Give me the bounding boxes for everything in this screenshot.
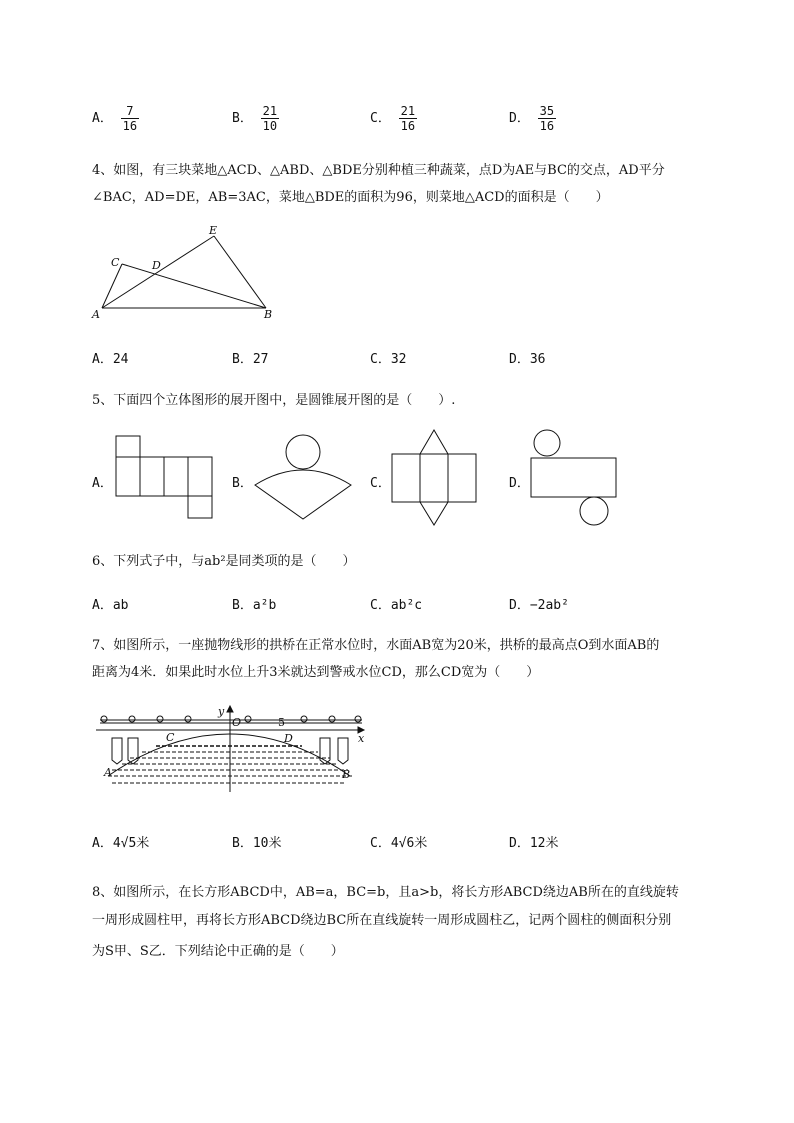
- q5-option-b[interactable]: B．: [232, 476, 253, 491]
- label-d: D: [152, 259, 161, 272]
- fraction: $\frac{35}{16}$: [539, 104, 555, 133]
- q3-option-d[interactable]: [509, 104, 556, 133]
- q4-option-d[interactable]: D．36: [509, 352, 546, 367]
- label-o: O: [232, 716, 242, 729]
- option-letter: D．: [509, 111, 530, 126]
- q4-text-line2: ∠BAC，AD=DE，AB=3AC，菜地△BDE的面积为96，则菜地△ACD的面积是（ ）: [92, 190, 609, 205]
- q4-triangle-figure: [90, 222, 280, 322]
- label-a: A: [92, 308, 100, 321]
- segment-cb: [122, 264, 266, 308]
- q8-text-line2: 一周形成圆柱甲，再将长方形ABCD绕边BC所在直线旋转一周形成圆柱乙，记两个圆柱的侧面积分别: [92, 913, 672, 928]
- label-y: y: [218, 705, 225, 718]
- q5-option-c[interactable]: C．: [370, 476, 391, 491]
- q7-option-b[interactable]: B．10米: [232, 836, 282, 851]
- q3-option-b[interactable]: [232, 104, 279, 133]
- q8-text-line3: 为S甲、S乙．下列结论中正确的是（ ）: [92, 944, 344, 959]
- fraction: $\frac{7}{16}$: [122, 104, 138, 133]
- q7-option-d[interactable]: D．12米: [509, 836, 559, 851]
- option-letter: B．: [232, 111, 253, 126]
- q4-option-b[interactable]: B．27: [232, 352, 269, 367]
- q3-option-c[interactable]: [370, 104, 417, 133]
- label-b: B: [264, 308, 273, 321]
- label-d: D: [284, 732, 293, 745]
- label-x: x: [358, 732, 365, 745]
- q7-text-line2: 距离为4米．如果此时水位上升3米就达到警戒水位CD，那么CD宽为（ ）: [92, 665, 540, 680]
- label-c: C: [166, 731, 175, 744]
- q3-option-a[interactable]: [92, 104, 139, 133]
- q5-net-b-cone-figure: [252, 433, 354, 523]
- label-c: C: [111, 256, 120, 269]
- q6-text: 6、下列式子中，与ab²是同类项的是（ ）: [92, 554, 356, 569]
- q7-option-a[interactable]: A．4√5米: [92, 836, 150, 851]
- option-letter: C．: [370, 111, 391, 126]
- q5-option-a[interactable]: A．: [92, 476, 113, 491]
- fraction: $\frac{21}{10}$: [262, 104, 278, 133]
- q4-option-a[interactable]: A．24: [92, 352, 129, 367]
- label-five: 5: [278, 716, 285, 729]
- q7-option-c[interactable]: C．4√6米: [370, 836, 428, 851]
- label-a: A: [104, 766, 112, 779]
- q5-net-a-cube-figure: [115, 435, 215, 521]
- q4-text-line1: 4、如图，有三块菜地△ACD、△ABD、△BDE分别种植三种蔬菜，点D为AE与BC的交点，AD平分: [92, 163, 665, 178]
- segment-eb: [214, 236, 266, 308]
- q5-text: 5、下面四个立体图形的展开图中，是圆锥展开图的是（ ）.: [92, 393, 456, 408]
- q6-option-b[interactable]: B．a²b: [232, 598, 277, 613]
- q5-net-d-cylinder-figure: [530, 428, 620, 528]
- label-e: E: [209, 224, 218, 237]
- fraction: $\frac{21}{16}$: [400, 104, 416, 133]
- option-letter: A．: [92, 111, 113, 126]
- q7-text-line1: 7、如图所示，一座抛物线形的拱桥在正常水位时，水面AB宽为20米，拱桥的最高点O到水面AB的: [92, 638, 660, 653]
- q6-option-a[interactable]: A．ab: [92, 598, 129, 613]
- label-b: B: [342, 768, 351, 781]
- q5-net-c-prism-figure: [391, 428, 481, 528]
- q7-bridge-figure: [96, 704, 368, 794]
- q5-option-d[interactable]: D．: [509, 476, 530, 491]
- q4-option-c[interactable]: C．32: [370, 352, 407, 367]
- q6-option-c[interactable]: C．ab²c: [370, 598, 423, 613]
- q6-option-d[interactable]: D．−2ab²: [509, 598, 569, 613]
- q8-text-line1: 8、如图所示，在长方形ABCD中，AB=a，BC=b，且a>b，将长方形ABCD绕边AB所在的直线旋转: [92, 885, 679, 900]
